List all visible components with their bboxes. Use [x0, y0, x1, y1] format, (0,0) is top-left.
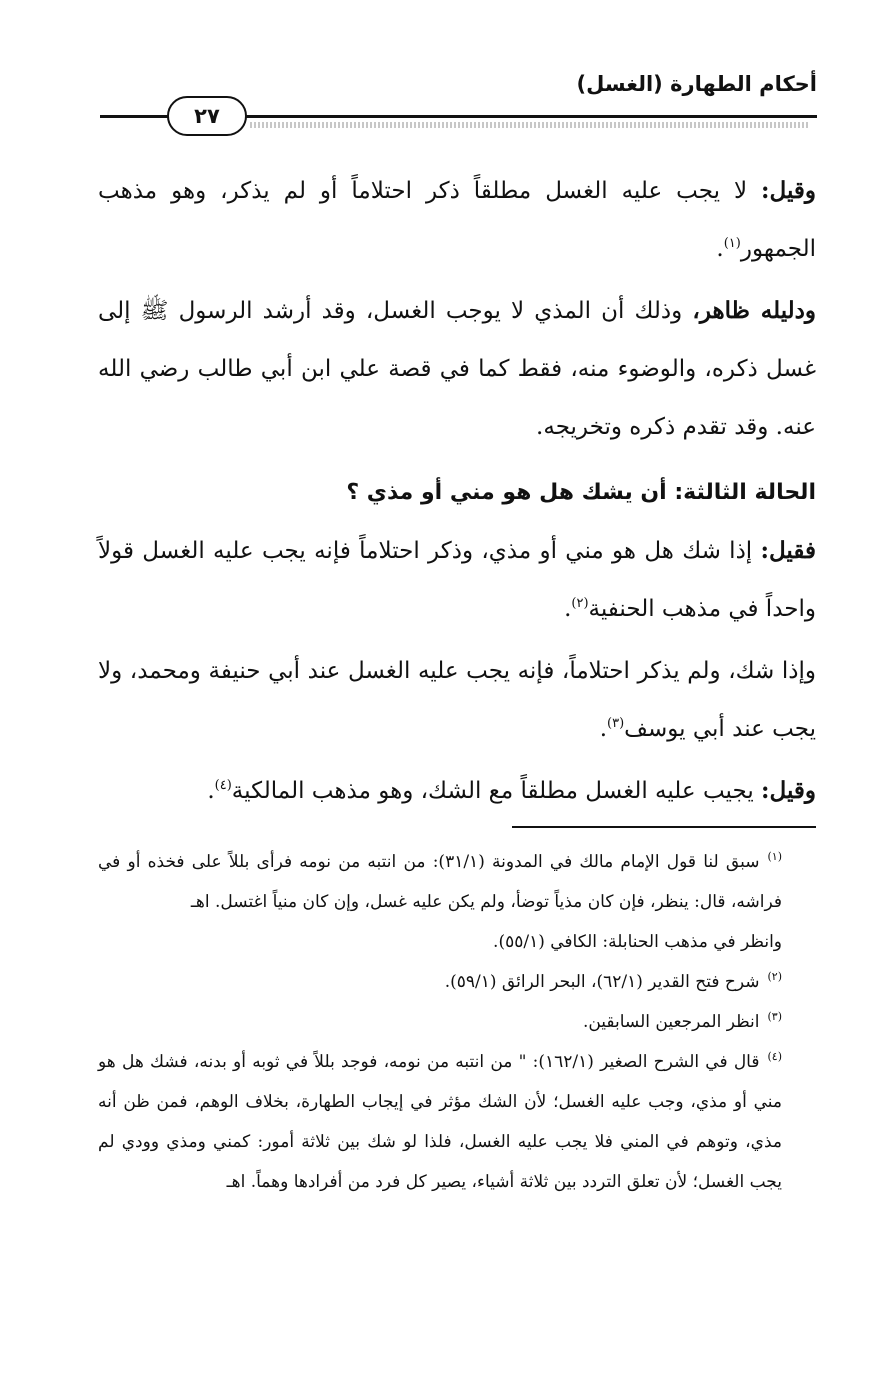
paragraph-1-lead: وقيل: [761, 177, 816, 204]
paragraph-3-end: . [564, 596, 572, 622]
footnote-1-mark: (١) [767, 850, 782, 863]
section-heading: الحالة الثالثة: أن يشك هل هو مني أو مذي ؟ [346, 480, 816, 505]
paragraph-3 [98, 522, 816, 638]
paragraph-4-end: . [599, 716, 608, 742]
page-number: ٢٧ [167, 96, 247, 136]
footnote-ref-3: (٣) [607, 716, 625, 731]
paragraph-3-text: إذا شك هل هو مني أو مذي، وذكر احتلاماً فإنه يجب عليه الغسل قولاً واحداً في مذهب الحنفية [98, 538, 816, 622]
paragraph-5-end: . [207, 778, 215, 804]
paragraph-4 [98, 642, 816, 758]
paragraph-1-end: . [716, 236, 724, 262]
paragraph-5 [98, 762, 816, 820]
footnote-4 [98, 1042, 816, 1202]
footnote-3-text: انظر المرجعين السابقين. [582, 1012, 760, 1032]
paragraph-2-text: وذلك أن المذي لا يوجب الغسل، وقد أرشد الرسول ﷺ إلى غسل ذكره، والوضوء منه، فقط كما في قصة علي ابن أبي طالب رضي الله عنه. وقد تقدم ذكره وتخريجه. [98, 298, 816, 440]
main-text [98, 162, 816, 824]
footnote-4-text: قال في الشرح الصغير (١٦٢/١): " من انتبه من نومه، فوجد بللاً في ثوبه أو بدنه، فشك هل هو مني أو مذي، وجب عليه الغسل؛ لأن الشك مؤثر في إيجاب الطهارة، بخلاف الوهم، فمن ظن أنه مذي، وتوهم في المني فلا يجب عليه الغسل، فلذا لو شك بين ثلاثة أمور: كمني ومذي وودي لم يجب الغسل؛ لأن تعلق التردد بين ثلاثة أشياء، يصير كل فرد من أفرادها وهماً. اهـ [98, 1052, 782, 1192]
footnote-4-mark: (٤) [767, 1050, 782, 1063]
footnote-2-text: شرح فتح القدير (٦٢/١)، البحر الرائق (٥٩/١). [444, 972, 760, 992]
footnote-1 [98, 842, 816, 922]
paragraph-2 [98, 282, 816, 456]
footnote-1-text: سبق لنا قول الإمام مالك في المدونة (٣١/١): من انتبه من نومه فرأى بللاً على فخذه أو في فراشه، قال: ينظر، فإن كان مذياً توضأ، ولم يكن عليه غسل، وإن كان منياً اغتسل. اهـ [98, 852, 782, 912]
footnote-2-mark: (٢) [767, 970, 782, 983]
footnote-ref-2: (٢) [571, 596, 589, 611]
paragraph-5-text: يجيب عليه الغسل مطلقاً مع الشك، وهو مذهب المالكية [231, 778, 762, 804]
footnote-separator [512, 826, 816, 828]
footnote-3-mark: (٣) [767, 1010, 782, 1023]
paragraph-2-lead: ودليله ظاهر، [692, 297, 816, 324]
footnote-1-continued [98, 922, 816, 962]
footnote-1-continued-text: وانظر في مذهب الحنابلة: الكافي (٥٥/١). [493, 932, 782, 952]
paragraph-1 [98, 162, 816, 278]
paragraph-1-text: لا يجب عليه الغسل مطلقاً ذكر احتلاماً أو لم يذكر، وهو مذهب الجمهور [98, 178, 816, 262]
paragraph-3-lead: فقيل: [760, 537, 816, 564]
footnotes [98, 842, 816, 1202]
paragraph-4-text: وإذا شك، ولم يذكر احتلاماً، فإنه يجب عليه الغسل عند أبي حنيفة ومحمد، ولا يجب عند أبي يوسف [98, 658, 816, 742]
footnote-ref-4: (٤) [214, 778, 232, 793]
footnote-2 [98, 962, 816, 1002]
paragraph-5-lead: وقيل: [761, 777, 816, 804]
footnote-3 [98, 1002, 816, 1042]
footnote-ref-1: (١) [723, 236, 741, 251]
header-rule-shade [250, 122, 809, 128]
running-title: أحكام الطهارة (الغسل) [576, 72, 817, 96]
